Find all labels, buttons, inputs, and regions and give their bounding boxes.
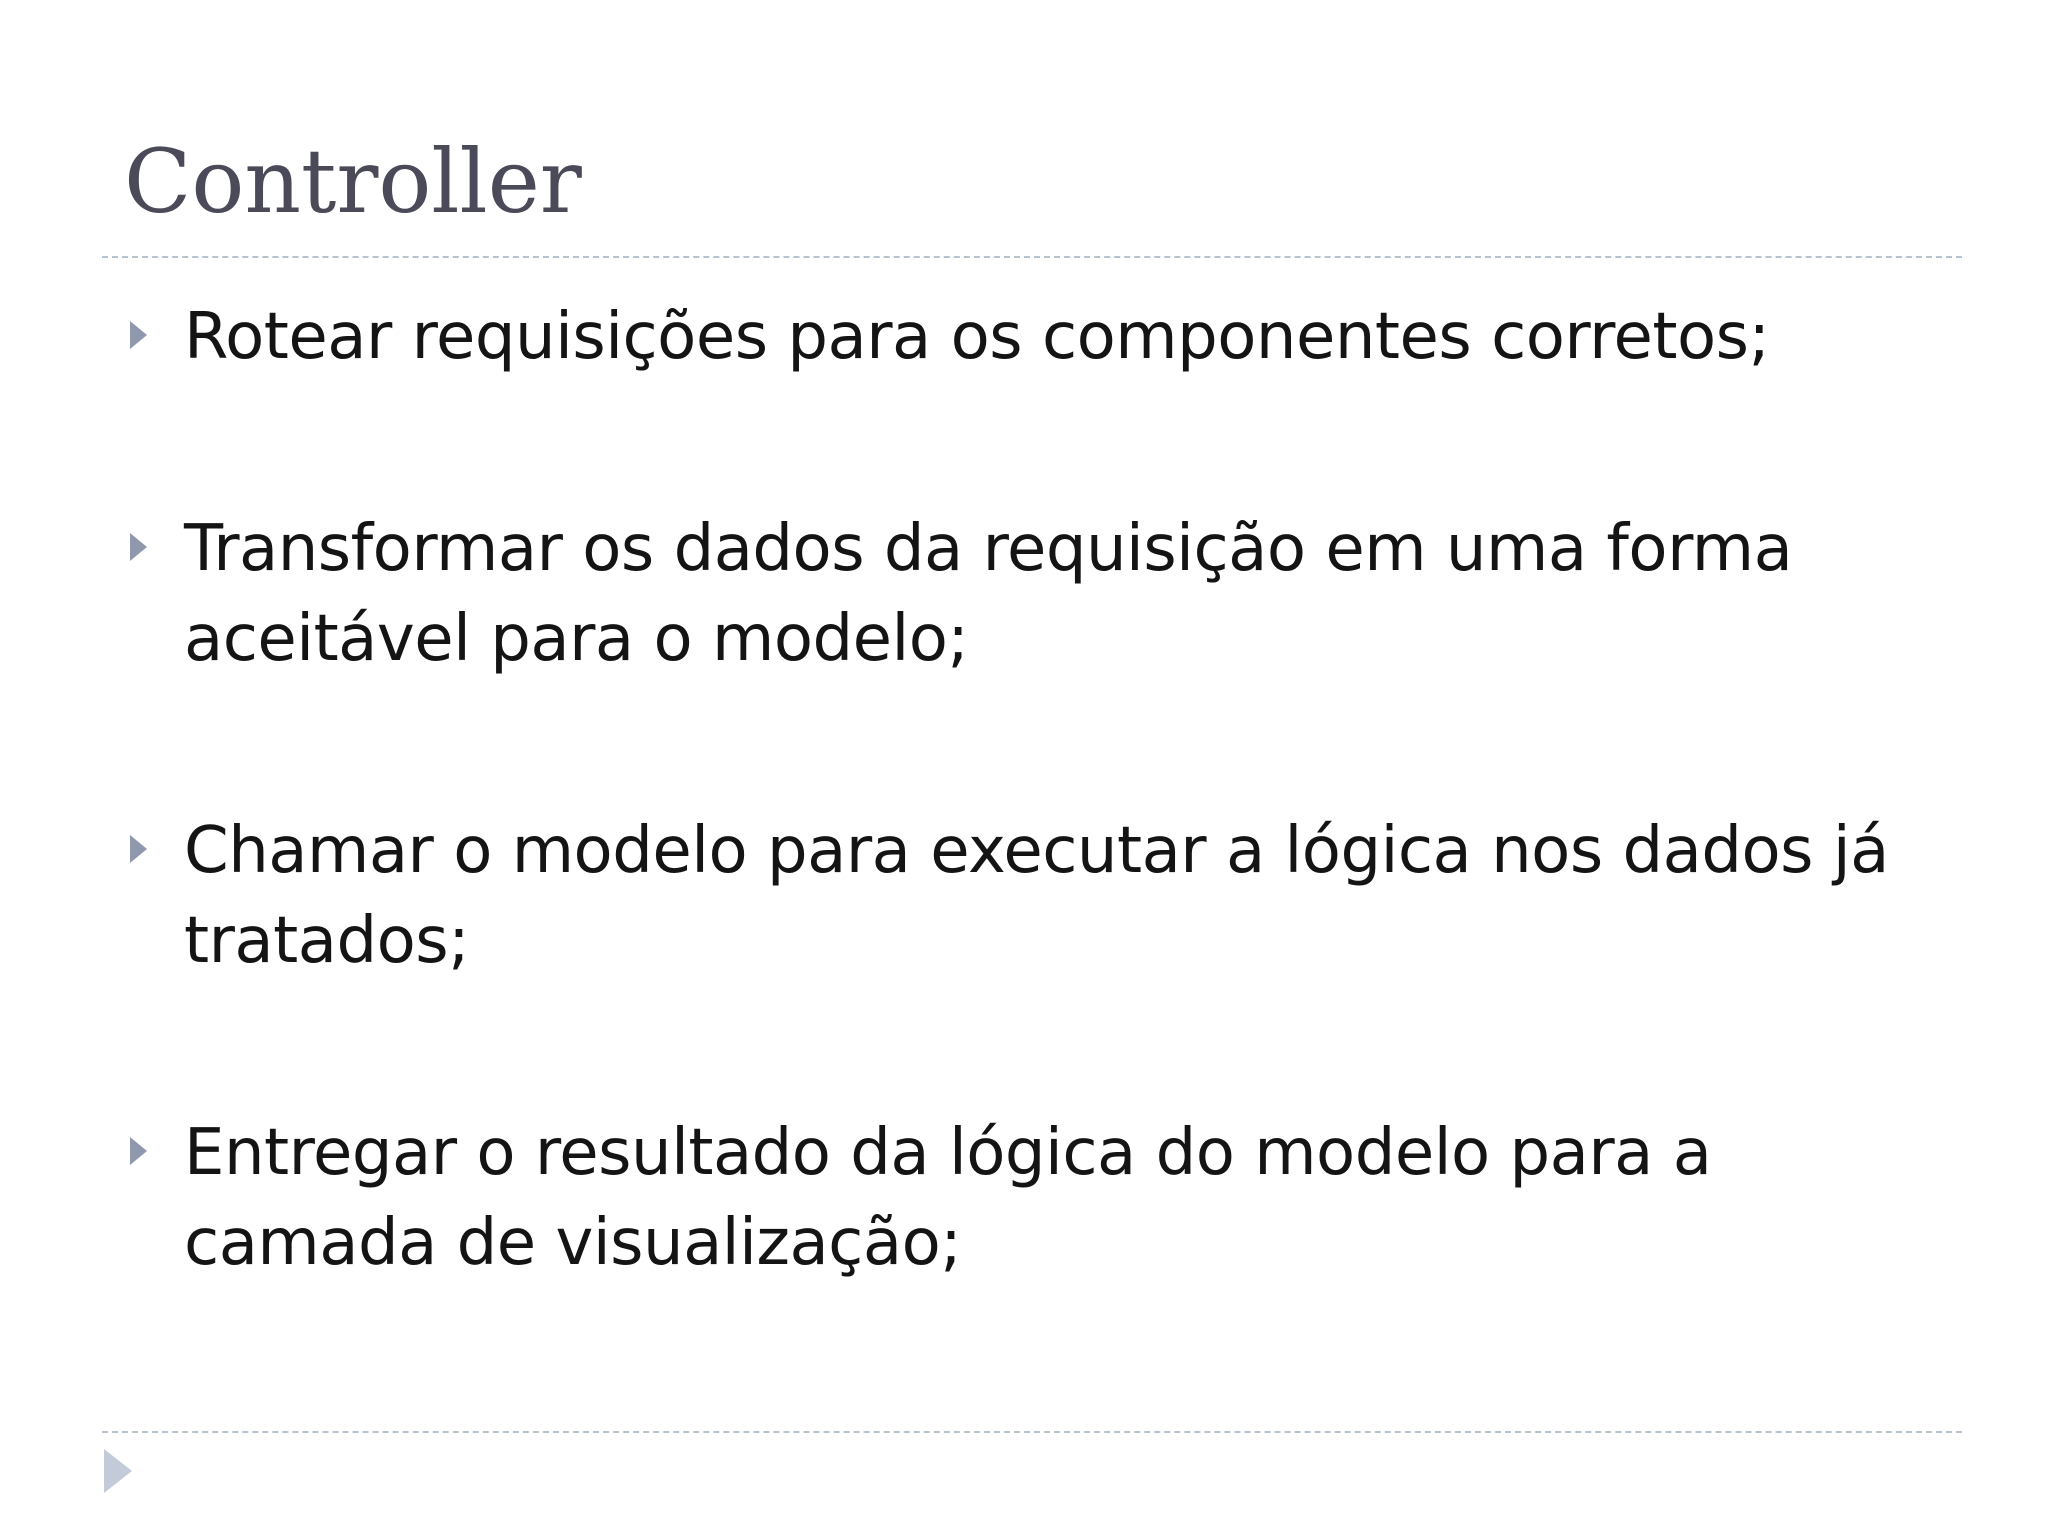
slide-title: Controller <box>124 130 582 233</box>
corner-triangle-icon <box>104 1449 132 1493</box>
bullet-text: Chamar o modelo para executar a lógica nos dados já tratados; <box>184 814 1889 978</box>
bullet-text: Entregar o resultado da lógica do modelo para a camada de visualização; <box>184 1116 1712 1280</box>
footer-divider <box>102 1431 1962 1433</box>
bullet-text: Rotear requisições para os componentes corretos; <box>184 300 1770 374</box>
bullet-text: Transformar os dados da requisição em uma forma aceitável para o modelo; <box>184 512 1793 676</box>
title-divider <box>102 256 1962 258</box>
bullet-triangle-icon <box>130 835 147 863</box>
bullet-triangle-icon <box>130 533 147 561</box>
bullet-triangle-icon <box>130 321 147 349</box>
bullet-triangle-icon <box>130 1137 147 1165</box>
